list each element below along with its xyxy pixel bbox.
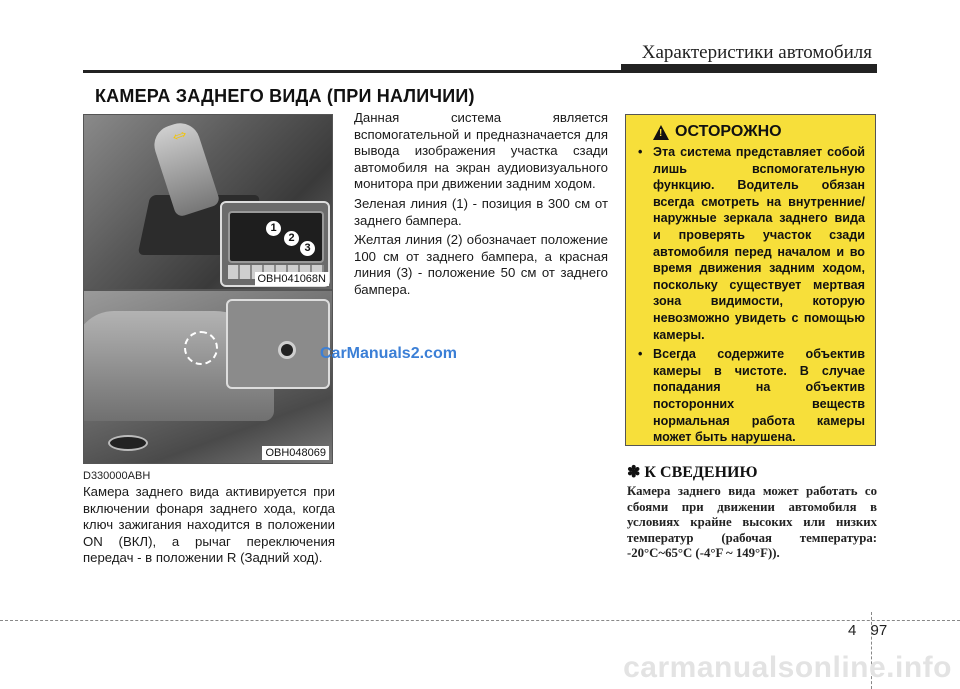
caution-header (653, 123, 865, 141)
caution-item-2: • Всегда содержите объектив камеры в чистоте. В случае попадания на объектив посторонних веществ нормальная работа камеры может быть нарушена. (635, 346, 865, 446)
warning-triangle-icon: ! (653, 125, 669, 140)
chapter-number: 4 (848, 622, 857, 639)
mid-paragraph-1: Данная система является вспомогательной и предназначается для вывода изображения участка сзади автомобиля на экран аудиовизуального монитора при движении задним ходом. (354, 110, 608, 192)
page-header-title: Характеристики автомобиля (641, 42, 872, 63)
monitor-screen (228, 211, 324, 263)
callout-2: 2 (284, 231, 299, 246)
note-title: ✽ К СВЕДЕНИЮ (627, 464, 758, 481)
watermark-link[interactable]: CarManuals2.com (320, 345, 457, 362)
footer-dashed-line (0, 620, 960, 621)
page-number-value: 97 (870, 622, 888, 639)
page-number (848, 622, 887, 639)
photo-code: OBH048069 (262, 446, 329, 460)
caution-title: ОСТОРОЖНО (675, 123, 782, 140)
header-tab (621, 64, 877, 72)
section-code: D330000ABH (83, 470, 151, 482)
note-body: Камера заднего вида может работать со сбоями при движении автомобиля в условиях крайне высоких или низких температур (рабочая температура: -20°C~65°C (-4°F ~ 149°F)). (627, 484, 877, 561)
camera-location-circle (184, 331, 218, 365)
rear-camera-photo (83, 290, 333, 464)
middle-column (354, 110, 608, 302)
mid-paragraph-3: Желтая линия (2) обозначает положение 100 см от заднего бампера, а красная линия (3) - положение 50 см от заднего бампера. (354, 232, 608, 297)
photo-code: OBH041068N (255, 272, 330, 286)
camera-lens-icon (278, 341, 296, 359)
caution-list (635, 144, 865, 446)
double-arrow-icon: ⇔ (164, 118, 194, 150)
footer-site-mark: carmanualsonline.info (623, 651, 952, 684)
mid-paragraph-2: Зеленая линия (1) - позиция в 300 см от заднего бампера. (354, 195, 608, 228)
callout-3: 3 (300, 241, 315, 256)
callout-1: 1 (266, 221, 281, 236)
caution-box (625, 114, 876, 446)
shifter-photo (83, 114, 333, 290)
exhaust-pipe (108, 435, 148, 451)
section-title: КАМЕРА ЗАДНЕГО ВИДА (ПРИ НАЛИЧИИ) (95, 86, 475, 106)
camera-inset (226, 299, 330, 389)
caution-item-1: • Эта система представляет собой лишь вспомогательную функцию. Водитель обязан всегда смотреть на внутренние/ наружные зеркала заднего вида и проверять участок сзади автомобиля перед началом и во время движения задним ходом, поскольку существует мертвая зона видимости, которую невозможно увидеть с помощью камеры. (635, 144, 865, 343)
left-paragraph: Камера заднего вида активируется при включении фонаря заднего хода, когда ключ зажигания находится в положении ON (ВКЛ), а рычаг переключения передач - в положении R (Задний ход). (83, 484, 335, 566)
